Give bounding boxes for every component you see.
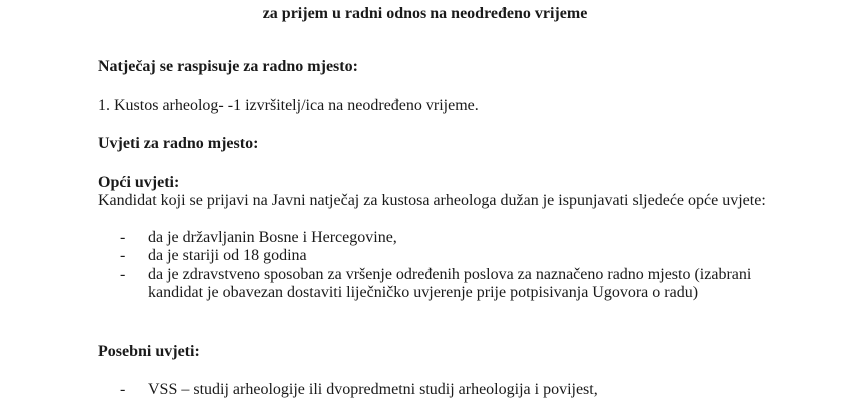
- general-condition-text: da je stariji od 18 godina: [148, 247, 307, 264]
- general-condition-item: [120, 229, 760, 247]
- bullet-dash: -: [120, 229, 126, 246]
- general-conditions-heading: Opći uvjeti:: [98, 174, 180, 191]
- conditions-heading: Uvjeti za radno mjesto:: [98, 135, 259, 152]
- general-conditions-intro: Kandidat koji se prijavi na Javni natječaj za kustosa arheologa dužan je ispunjavati sljedeće opće uvjete:: [98, 192, 766, 209]
- general-condition-text: da je državljanin Bosne i Hercegovine,: [148, 229, 397, 246]
- bullet-dash: -: [120, 266, 126, 283]
- document-subtitle: za prijem u radni odnos na neodređeno vrijeme: [262, 5, 588, 22]
- special-condition-item: [120, 381, 760, 399]
- position-heading: Natječaj se raspisuje za radno mjesto:: [98, 58, 358, 75]
- bullet-dash: -: [120, 381, 126, 398]
- general-condition-item: [120, 266, 760, 302]
- special-condition-text: VSS – studij arheologije ili dvopredmetni studij arheologija i povijest,: [148, 381, 598, 398]
- general-condition-item: [120, 247, 760, 265]
- bullet-dash: -: [120, 247, 126, 264]
- position-item: 1. Kustos arheolog- -1 izvršitelj/ica na neodređeno vrijeme.: [98, 97, 479, 114]
- general-condition-text: da je zdravstveno sposoban za vršenje određenih poslova za naznačeno radno mjesto (izabrani kandidat je obavezan dostaviti liječničko uvjerenje prije potpisivanja Ugovora o radu): [148, 266, 752, 301]
- special-conditions-heading: Posebni uvjeti:: [98, 343, 200, 360]
